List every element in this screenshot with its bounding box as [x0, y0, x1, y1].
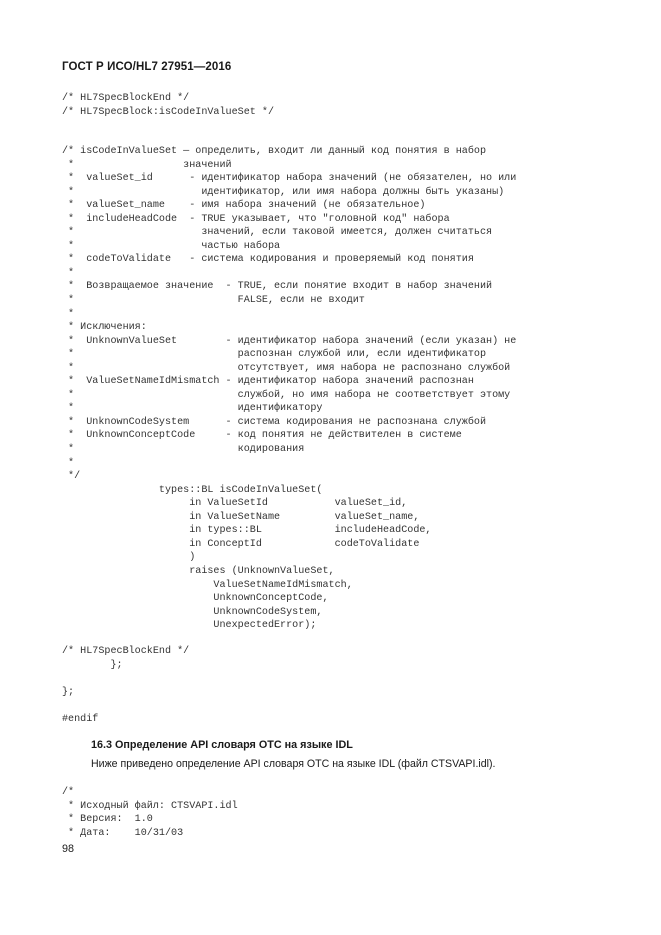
code-block-is-code-in-value-set: /* isCodeInValueSet — определить, входит ли данный код понятия в набор * значений * valueSet_id - идентификатор набора значений (не обязателен, но или * идентификатор, или имя набора должны быть указаны) * valueSet_name - имя набора значений (не обязательное) * includeHeadCode - TRUE указывает, что "головной код" набора * значений, если таковой имеется, должен считаться * частью набора * codeToValidate - система кодирования и проверяемый код понятия * * Возвращаемое значение - TRUE, если понятие входит в набор значений * FALSE, если не входит * * Исключения: * UnknownValueSet - идентификатор набора значений (если указан) не * распознан службой или, если идентификатор * отсутствует, имя набора не распознано службой * ValueSetNameIdMismatch - идентификатор набора значений распознан * службой, но имя набора не соответствует этому * идентификатору * UnknownCodeSystem - система кодирования не распознана службой * UnknownConceptCode - код понятия не действителен в системе * кодирования * */ types::BL isCodeInValueSet( in ValueSetId valueSet_id, in ValueSetName valueSet_name, in types::BL includeHeadCode, in ConceptId codeToValidate ) raises (UnknownValueSet, ValueSetNameIdMismatch, UnknownConceptCode, UnknownCodeSystem, UnexpectedError); [62, 146, 517, 632]
code-block-end: /* HL7SpecBlockEnd */ }; }; #endif [62, 646, 190, 725]
code-block-file-header: /* * Исходный файл: CTSVAPI.idl * Версия: 1.0 * Дата: 10/31/03 [62, 787, 238, 839]
page-number: 98 [62, 843, 75, 855]
section-paragraph: Ниже приведено определение API словаря ОТС на языке IDL (файл CTSVAPI.idl). [91, 758, 496, 770]
code-block-spec-markers: /* HL7SpecBlockEnd */ /* HL7SpecBlock:isCodeInValueSet */ [62, 93, 275, 118]
section-heading: 16.3 Определение API словаря ОТС на языке IDL [91, 739, 353, 751]
document-header: ГОСТ Р ИСО/HL7 27951—2016 [62, 61, 232, 73]
